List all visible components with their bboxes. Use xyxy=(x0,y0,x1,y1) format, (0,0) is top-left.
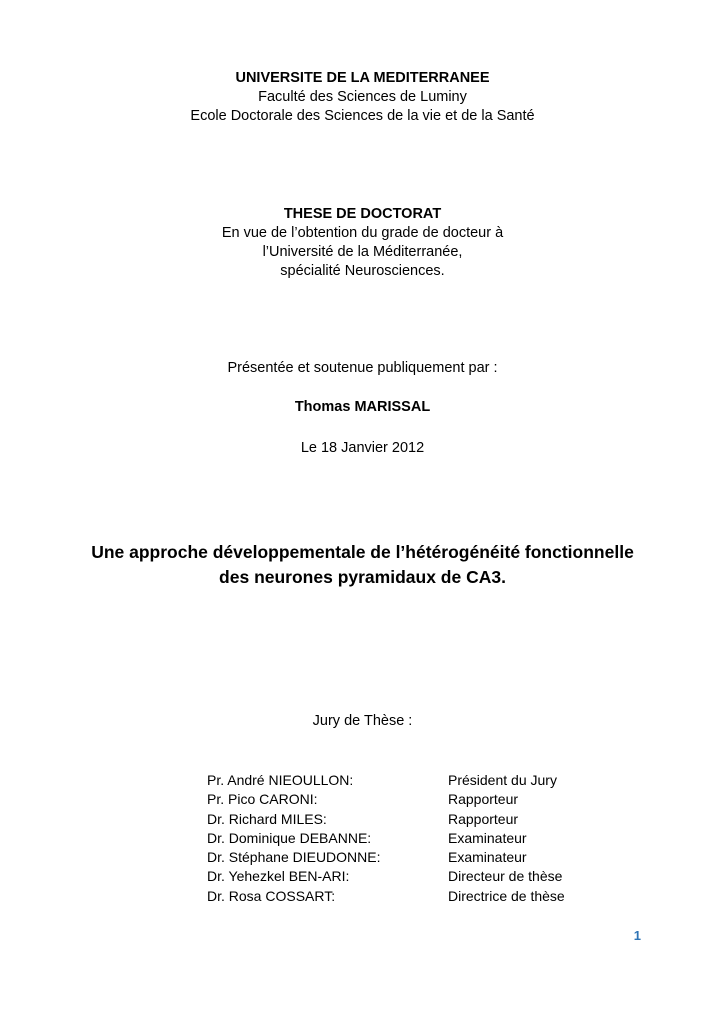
university-block xyxy=(0,69,725,126)
jury-member-row xyxy=(207,848,627,867)
jury-member-role: Directeur de thèse xyxy=(448,868,563,885)
jury-member-name: Pr. André NIEOULLON: xyxy=(207,772,354,788)
jury-member-name: Dr. Richard MILES: xyxy=(207,810,327,827)
author-block xyxy=(0,398,725,417)
thesis-purpose-line-2: l’Université de la Méditerranée, xyxy=(262,244,463,260)
presented-by-block xyxy=(0,359,725,378)
thesis-title xyxy=(0,540,725,590)
thesis-purpose-line-3: spécialité Neurosciences. xyxy=(280,263,445,279)
doctoral-school-name: Ecole Doctorale des Sciences de la vie et de la Santé xyxy=(190,108,535,124)
jury-member-role: Examinateur xyxy=(448,849,527,866)
jury-member-name: Dr. Yehezkel BEN-ARI: xyxy=(207,868,350,885)
author-name: Thomas MARISSAL xyxy=(294,399,431,415)
jury-member-role: Examinateur xyxy=(448,829,527,846)
jury-member-row xyxy=(207,867,627,886)
thesis-heading: THESE DE DOCTORAT xyxy=(283,206,442,222)
jury-member-name: Dr. Rosa COSSART: xyxy=(207,887,336,904)
jury-heading: Jury de Thèse : xyxy=(312,713,413,729)
university-name: UNIVERSITE DE LA MEDITERRANEE xyxy=(235,70,490,86)
date-block xyxy=(0,439,725,458)
jury-member-role: Rapporteur xyxy=(448,791,519,808)
jury-member-name: Dr. Dominique DEBANNE: xyxy=(207,829,372,846)
jury-member-row xyxy=(207,887,627,906)
jury-member-name: Pr. Pico CARONI: xyxy=(207,791,318,808)
thesis-block xyxy=(0,205,725,281)
presented-by-text: Présentée et soutenue publiquement par : xyxy=(227,360,498,376)
jury-member-row xyxy=(207,771,627,790)
jury-member-role: Président du Jury xyxy=(448,772,557,788)
thesis-purpose-line-1: En vue de l’obtention du grade de docteur à xyxy=(221,225,504,241)
page-number: 1 xyxy=(633,928,641,943)
jury-member-name: Dr. Stéphane DIEUDONNE: xyxy=(207,849,381,866)
jury-member-row xyxy=(207,790,627,809)
jury-member-role: Directrice de thèse xyxy=(448,887,565,904)
jury-member-role: Rapporteur xyxy=(448,810,519,827)
defense-date: Le 18 Janvier 2012 xyxy=(300,440,425,456)
jury-member-row xyxy=(207,829,627,848)
faculty-name: Faculté des Sciences de Luminy xyxy=(258,89,467,105)
jury-list xyxy=(207,771,627,906)
thesis-title-line-1: Une approche développementale de l’hétérogénéité fonctionnelle xyxy=(91,542,634,562)
jury-member-row xyxy=(207,810,627,829)
jury-heading-block xyxy=(0,712,725,731)
thesis-title-line-2: des neurones pyramidaux de CA3. xyxy=(219,567,506,587)
